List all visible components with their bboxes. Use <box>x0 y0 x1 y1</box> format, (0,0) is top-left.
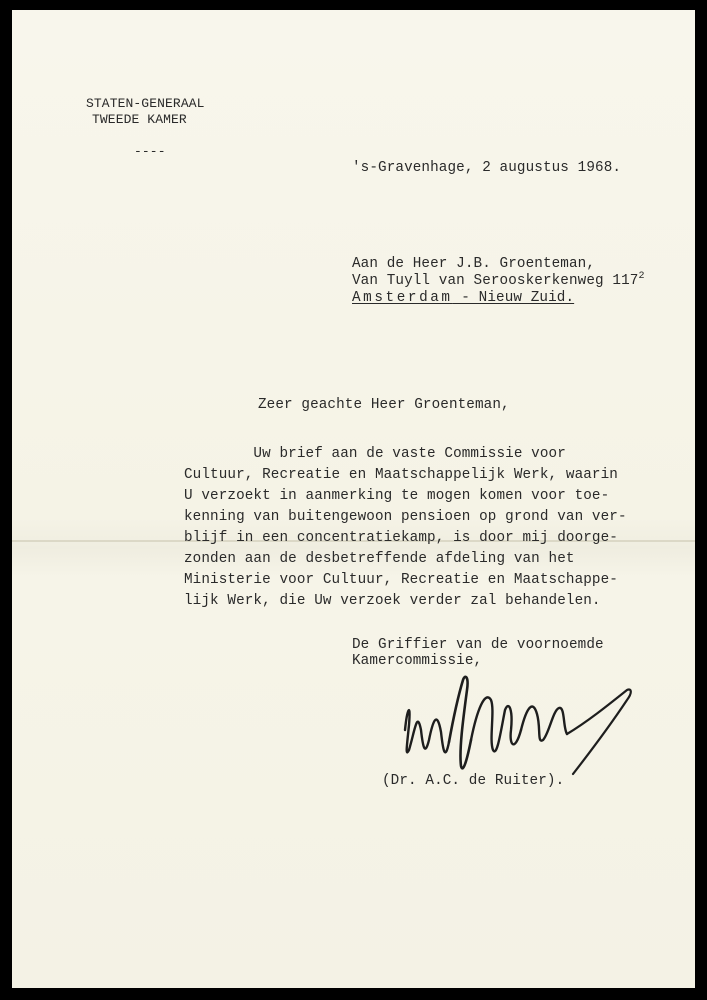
letter-sheet <box>12 10 695 988</box>
body-line-7: Ministerie voor Cultuur, Recreatie en Maatschappe- <box>184 572 618 588</box>
body-line-2: Cultuur, Recreatie en Maatschappelijk Werk, waarin <box>184 467 618 483</box>
closing-line-2: Kamercommissie, <box>352 653 483 669</box>
recipient-line-1: Aan de Heer J.B. Groenteman, <box>352 256 596 272</box>
body-line-8: lijk Werk, die Uw verzoek verder zal behandelen. <box>184 593 601 609</box>
recipient-street: Van Tuyll van Serooskerkenweg 117 <box>352 273 639 289</box>
letterhead-line-1: STATEN-GENERAAL <box>86 96 205 111</box>
letterhead-line-2: TWEEDE KAMER <box>92 112 187 127</box>
recipient-city-rest: - Nieuw Zuid. <box>452 290 575 306</box>
place-date: 's-Gravenhage, 2 augustus 1968. <box>352 160 622 176</box>
recipient-street-sup: 2 <box>638 271 645 283</box>
body-line-6: zonden aan de desbetreffende afdeling van het <box>184 551 575 567</box>
closing-line-1: De Griffier van de voornoemde <box>352 637 604 653</box>
body-line-5: blijf in een concentratiekamp, is door mij doorge- <box>184 530 618 546</box>
body-line-3: U verzoekt in aanmerking te mogen komen voor toe- <box>184 488 610 504</box>
signatory-name: (Dr. A.C. de Ruiter). <box>382 773 565 789</box>
letterhead-rule: ---- <box>134 144 166 159</box>
body-line-1: Uw brief aan de vaste Commissie voor <box>184 446 566 462</box>
recipient-line-2 <box>352 273 645 289</box>
salutation: Zeer geachte Heer Groenteman, <box>258 397 510 413</box>
handwritten-signature <box>397 670 647 780</box>
recipient-city <box>352 290 574 306</box>
recipient-city-spaced: Amsterdam <box>352 290 453 306</box>
body-line-4: kenning van buitengewoon pensioen op grond van ver- <box>184 509 627 525</box>
